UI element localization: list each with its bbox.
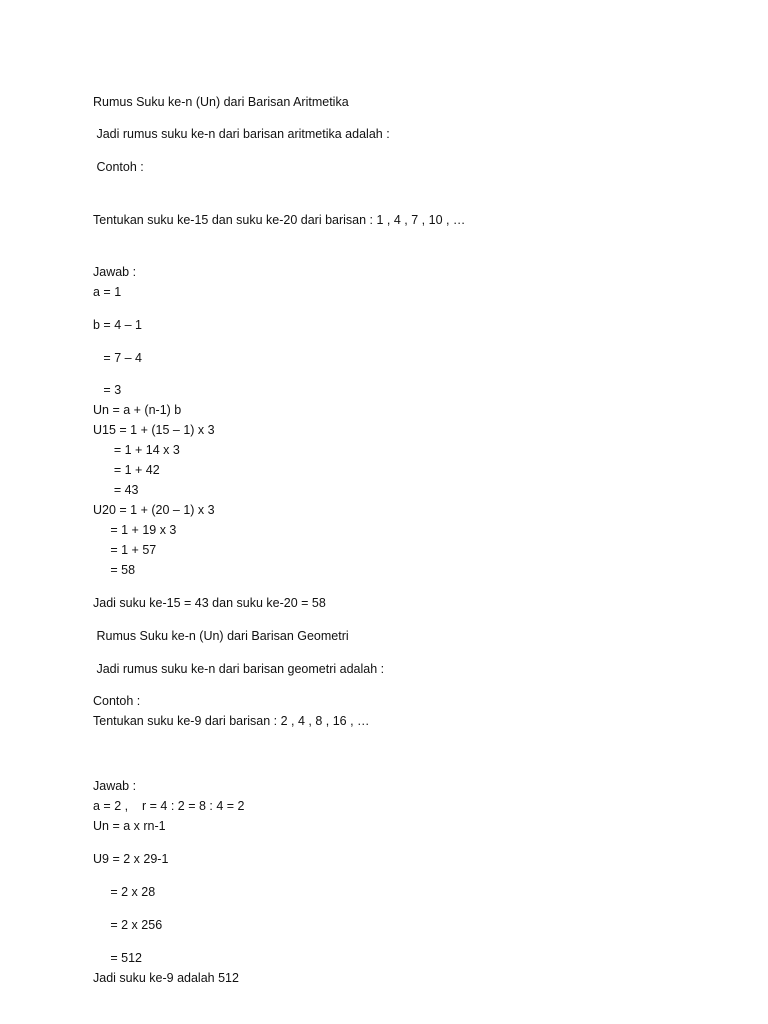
solution-line: Un = a + (n-1) b — [93, 403, 182, 417]
geometric-formula-intro: Jadi rumus suku ke-n dari barisan geometri adalah : — [93, 662, 385, 676]
solution-line: U9 = 2 x 29-1 — [93, 852, 169, 866]
solution-line: = 43 — [93, 483, 139, 497]
solution-line: = 58 — [93, 563, 136, 577]
solution-line: a = 1 — [93, 285, 122, 299]
solution-line: = 512 — [93, 951, 142, 965]
answer-label: Jawab : — [93, 265, 137, 279]
solution-line: = 1 + 42 — [93, 463, 160, 477]
example-label: Contoh : — [93, 694, 141, 708]
heading-geometric: Rumus Suku ke-n (Un) dari Barisan Geometri — [93, 629, 349, 643]
solution-line: Un = a x rn-1 — [93, 819, 166, 833]
solution-line: U20 = 1 + (20 – 1) x 3 — [93, 503, 215, 517]
arithmetic-formula-intro: Jadi rumus suku ke-n dari barisan aritmetika adalah : — [93, 127, 390, 141]
geometric-conclusion: Jadi suku ke-9 adalah 512 — [93, 971, 239, 985]
arithmetic-problem: Tentukan suku ke-15 dan suku ke-20 dari barisan : 1 , 4 , 7 , 10 , … — [93, 213, 466, 227]
answer-label: Jawab : — [93, 779, 137, 793]
solution-line: a = 2 , r = 4 : 2 = 8 : 4 = 2 — [93, 799, 245, 813]
geometric-problem: Tentukan suku ke-9 dari barisan : 2 , 4 , 8 , 16 , … — [93, 714, 370, 728]
solution-line: = 1 + 19 x 3 — [93, 523, 177, 537]
solution-line: = 1 + 14 x 3 — [93, 443, 180, 457]
heading-arithmetic: Rumus Suku ke-n (Un) dari Barisan Aritmetika — [93, 95, 349, 109]
solution-line: = 2 x 256 — [93, 918, 163, 932]
solution-line: = 7 – 4 — [93, 351, 142, 365]
solution-line: = 3 — [93, 383, 122, 397]
solution-line: b = 4 – 1 — [93, 318, 142, 332]
arithmetic-conclusion: Jadi suku ke-15 = 43 dan suku ke-20 = 58 — [93, 596, 326, 610]
solution-line: = 1 + 57 — [93, 543, 157, 557]
example-label: Contoh : — [93, 160, 144, 174]
solution-line: = 2 x 28 — [93, 885, 156, 899]
solution-line: U15 = 1 + (15 – 1) x 3 — [93, 423, 215, 437]
